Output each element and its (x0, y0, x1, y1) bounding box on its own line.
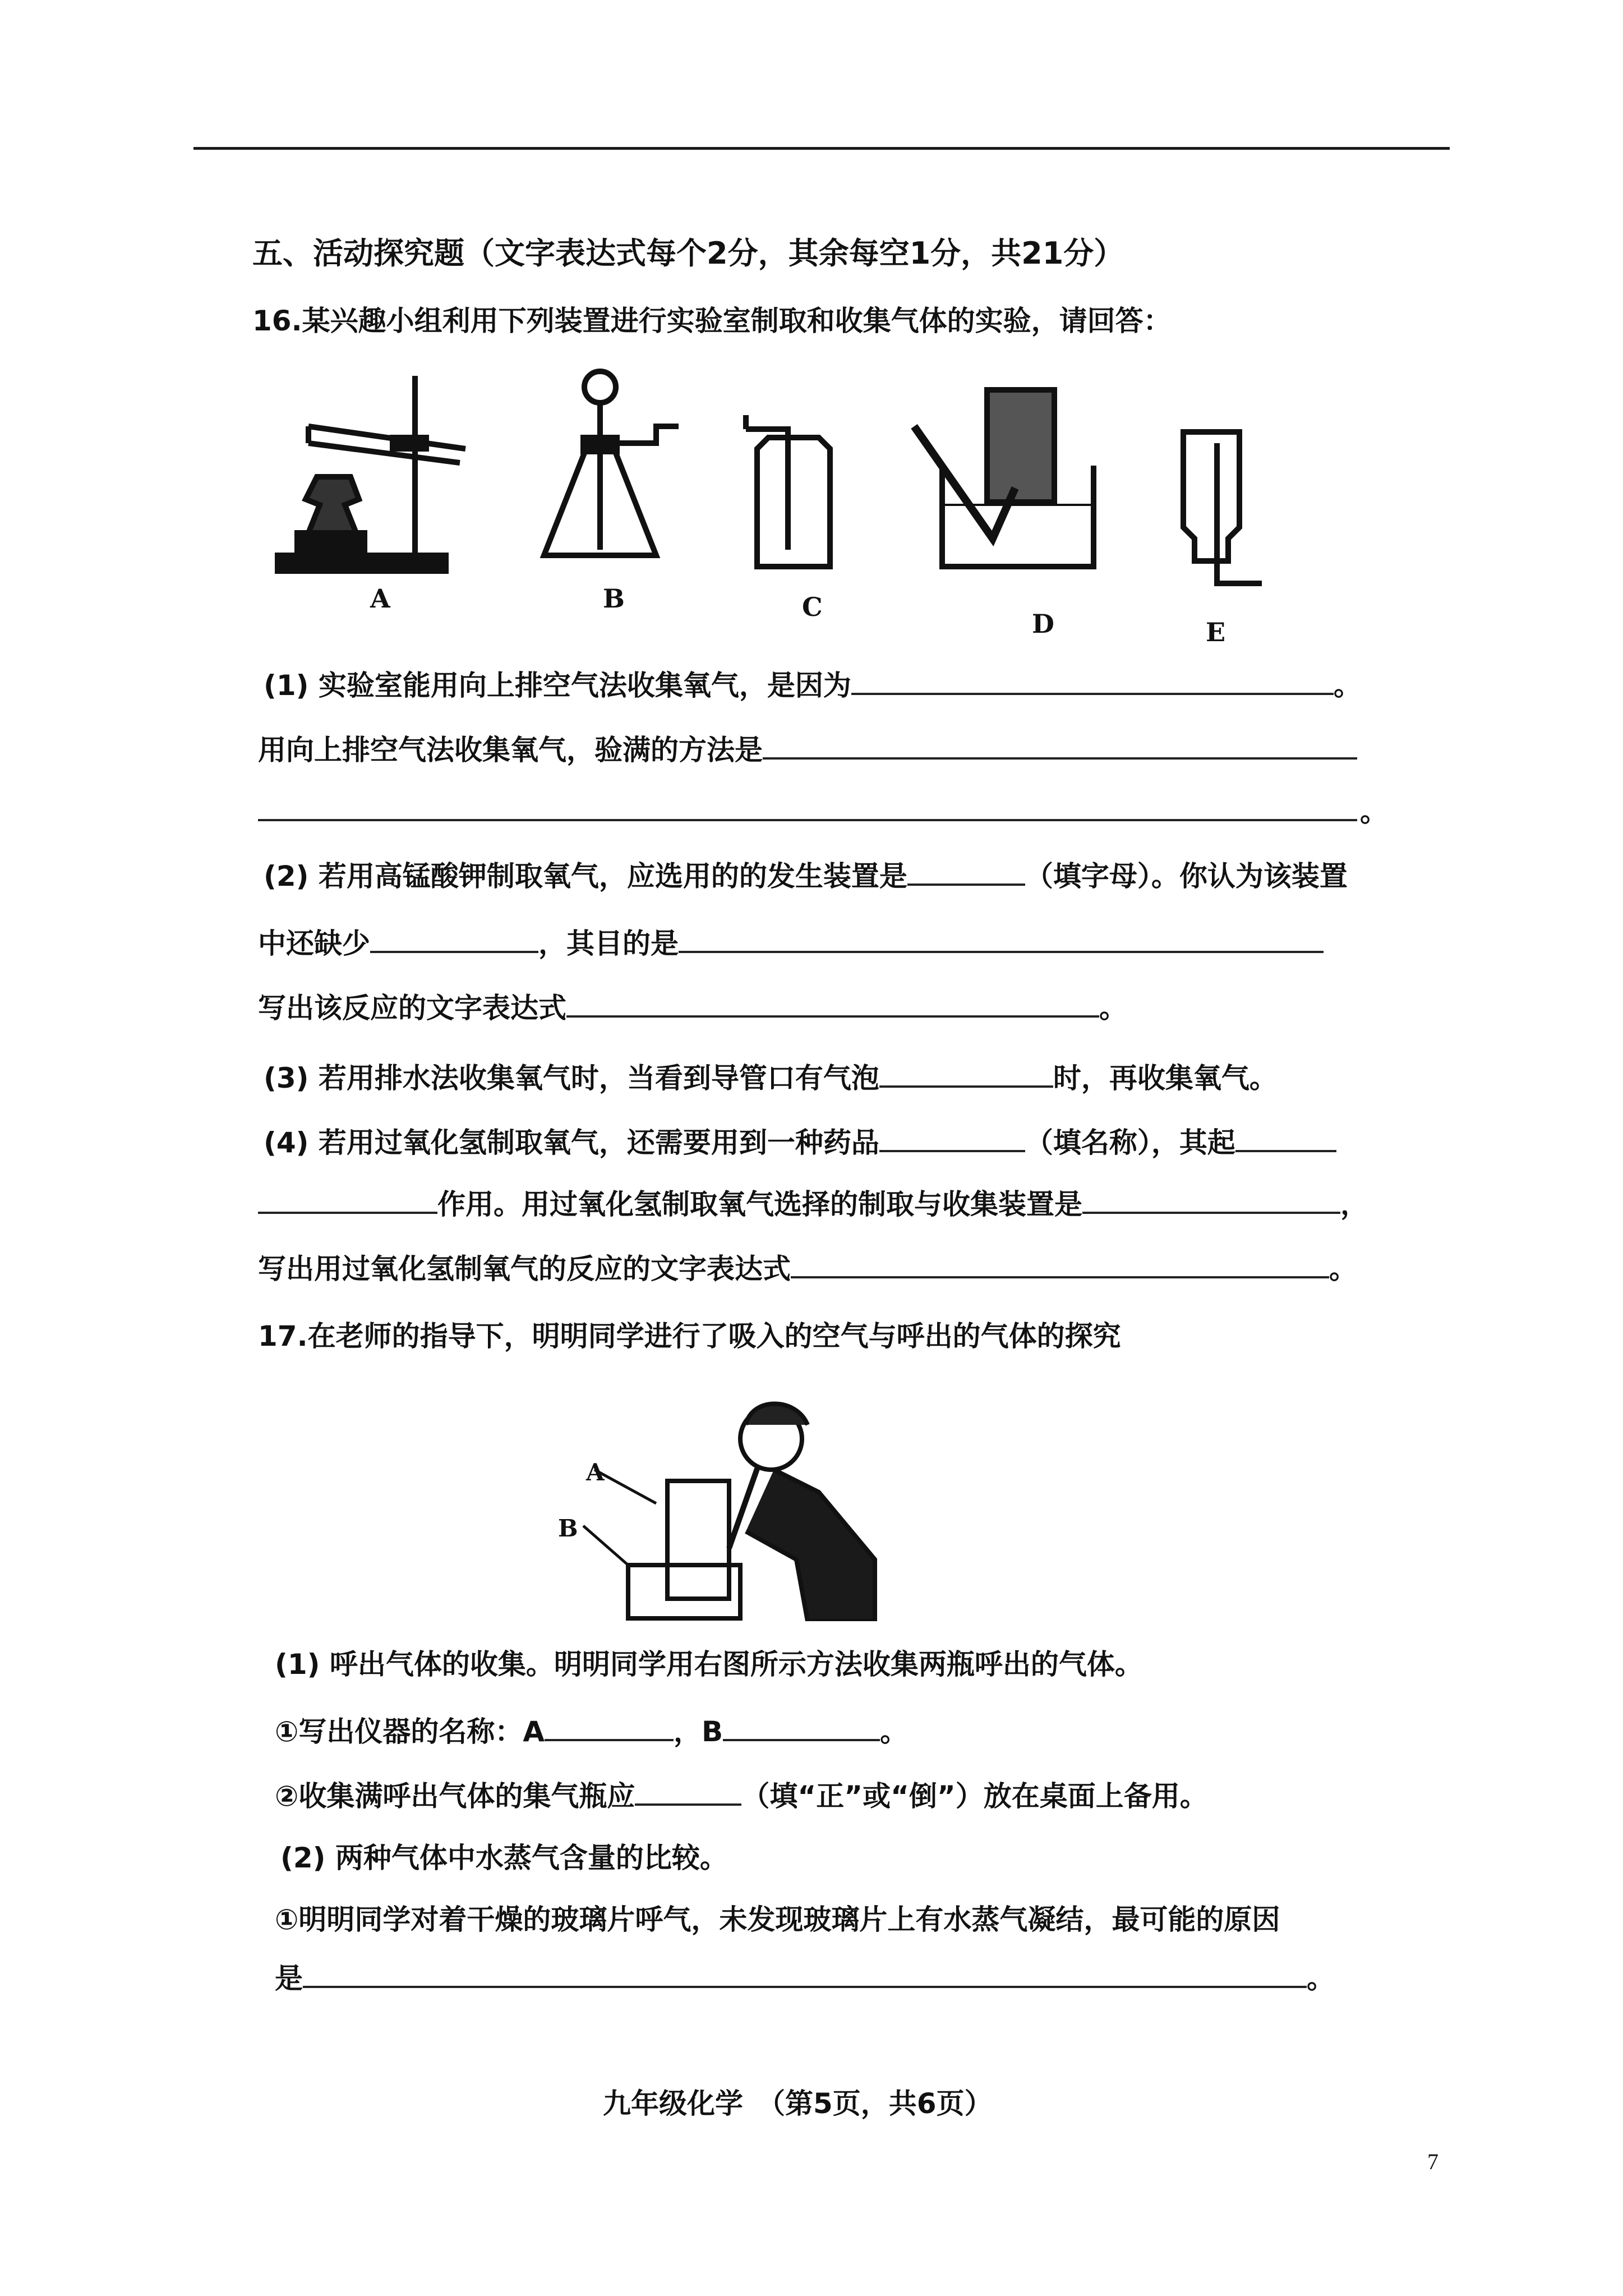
q16-part3 (264, 1057, 1278, 1096)
answer-blank[interactable] (258, 1184, 437, 1214)
apparatus-label-a: A (370, 583, 390, 614)
answer-blank[interactable] (879, 1122, 1025, 1152)
apparatus-label-b: B (603, 583, 625, 614)
answer-blank[interactable] (1082, 1184, 1340, 1214)
answer-blank[interactable] (635, 1775, 741, 1806)
q17-part2-i-text2: 是 (275, 1962, 303, 1995)
q17-part1: (1) 呼出气体的收集。明明同学用右图所示方法收集两瓶呼出的气体。 (275, 1648, 1143, 1681)
apparatus-d-drawing (914, 390, 1094, 567)
comma: ， (1340, 1188, 1368, 1221)
q16-part3-text2: 时，再收集氧气。 (1053, 1062, 1278, 1094)
apparatus-a-drawing (278, 376, 465, 571)
q17-part1-i (275, 1711, 908, 1750)
answer-blank[interactable] (303, 1958, 1307, 1988)
answer-blank-a[interactable] (545, 1711, 674, 1741)
q16-part2-text2: （填字母）。你认为该装置 (1025, 860, 1348, 892)
apparatus-e-drawing (1183, 432, 1262, 583)
answer-blank-line[interactable] (258, 819, 1357, 821)
q17-part1-i-text: ①写出仪器的名称：A (275, 1715, 545, 1748)
apparatus-label-e: E (1206, 617, 1226, 647)
q16-part2-text5: 写出该反应的文字表达式 (258, 992, 566, 1024)
apparatus-figure (264, 365, 1290, 656)
answer-blank-b[interactable] (723, 1711, 880, 1741)
q16-part1-line2 (258, 729, 1357, 768)
q17-part1-ii-text: ②收集满呼出气体的集气瓶应 (275, 1780, 635, 1812)
answer-blank[interactable] (1235, 1122, 1336, 1152)
answer-blank[interactable] (879, 1057, 1053, 1088)
answer-blank[interactable] (907, 855, 1025, 886)
q16-part1-text: (1) 实验室能用向上排空气法收集氧气，是因为 (264, 669, 851, 702)
figure-label-b: B (558, 1515, 578, 1542)
apparatus-label-c: C (802, 592, 823, 622)
q17-part2-i: ①明明同学对着干燥的玻璃片呼气，未发现玻璃片上有水蒸气凝结，最可能的原因 (275, 1903, 1280, 1936)
answer-blank[interactable] (679, 923, 1324, 953)
q16-part4-line3 (258, 1248, 1357, 1287)
q17-part1-ii-text2: （填“正”或“倒”）放在桌面上备用。 (741, 1780, 1208, 1812)
figure-label-a: A (586, 1458, 605, 1486)
q16-part4-text4: 写出用过氧化氢制氧气的反应的文字表达式 (258, 1253, 791, 1285)
q16-part2-text3: 中还缺少 (258, 927, 370, 960)
q17-part2: (2) 两种气体中水蒸气含量的比较。 (280, 1842, 728, 1874)
page-number: 7 (1427, 2149, 1438, 2174)
period: 。 (1099, 992, 1127, 1024)
answer-blank[interactable] (791, 1248, 1329, 1278)
q16-part4-text: (4) 若用过氧化氢制取氧气，还需要用到一种药品 (264, 1126, 879, 1159)
q17-part1-i-text2: ，B (674, 1715, 723, 1748)
q16-part3-text: (3) 若用排水法收集氧气时，当看到导管口有气泡 (264, 1062, 879, 1094)
q16-part4-line1 (264, 1122, 1336, 1161)
q16-part2-line1 (264, 855, 1348, 894)
answer-blank[interactable] (851, 665, 1334, 695)
q16-part1-line1 (264, 665, 1362, 703)
period: 。 (1307, 1962, 1335, 1995)
period: 。 (880, 1715, 909, 1748)
period: 。 (1329, 1253, 1357, 1285)
answer-blank[interactable] (763, 729, 1357, 760)
q16-part4-text3: 作用。用过氧化氢制取氧气选择的制取与收集装置是 (437, 1188, 1082, 1221)
q16-part2-text: (2) 若用高锰酸钾制取氧气，应选用的的发生装置是 (264, 860, 907, 892)
q17-stem: 17.在老师的指导下，明明同学进行了吸入的空气与呼出的气体的探究 (258, 1320, 1121, 1352)
section-title: 五、活动探究题（文字表达式每个2分，其余每空1分，共21分） (252, 236, 1124, 271)
period: 。 (1333, 669, 1362, 702)
breath-collection-figure (561, 1386, 897, 1621)
q16-part4-text2: （填名称），其起 (1025, 1126, 1235, 1159)
page-footer: 九年级化学 （第5页，共6页） (603, 2087, 993, 2120)
answer-blank[interactable] (566, 987, 1099, 1018)
q16-part4-line2 (258, 1184, 1368, 1222)
answer-blank[interactable] (370, 923, 538, 953)
period: 。 (1360, 795, 1388, 828)
q17-part2-i-line2 (275, 1958, 1335, 1996)
q16-stem: 16.某兴趣小组利用下列装置进行实验室制取和收集气体的实验，请回答： (252, 305, 1172, 337)
apparatus-label-d: D (1032, 609, 1054, 639)
apparatus-b-drawing (544, 371, 679, 555)
q16-part2-line3 (258, 987, 1127, 1026)
q16-part1-text2: 用向上排空气法收集氧气，验满的方法是 (258, 734, 763, 766)
q16-part2-text4: ，其目的是 (538, 927, 679, 960)
apparatus-c-drawing (746, 415, 830, 567)
top-rule (193, 147, 1450, 150)
q17-part1-ii (275, 1775, 1208, 1814)
q16-part2-line2 (258, 923, 1324, 961)
